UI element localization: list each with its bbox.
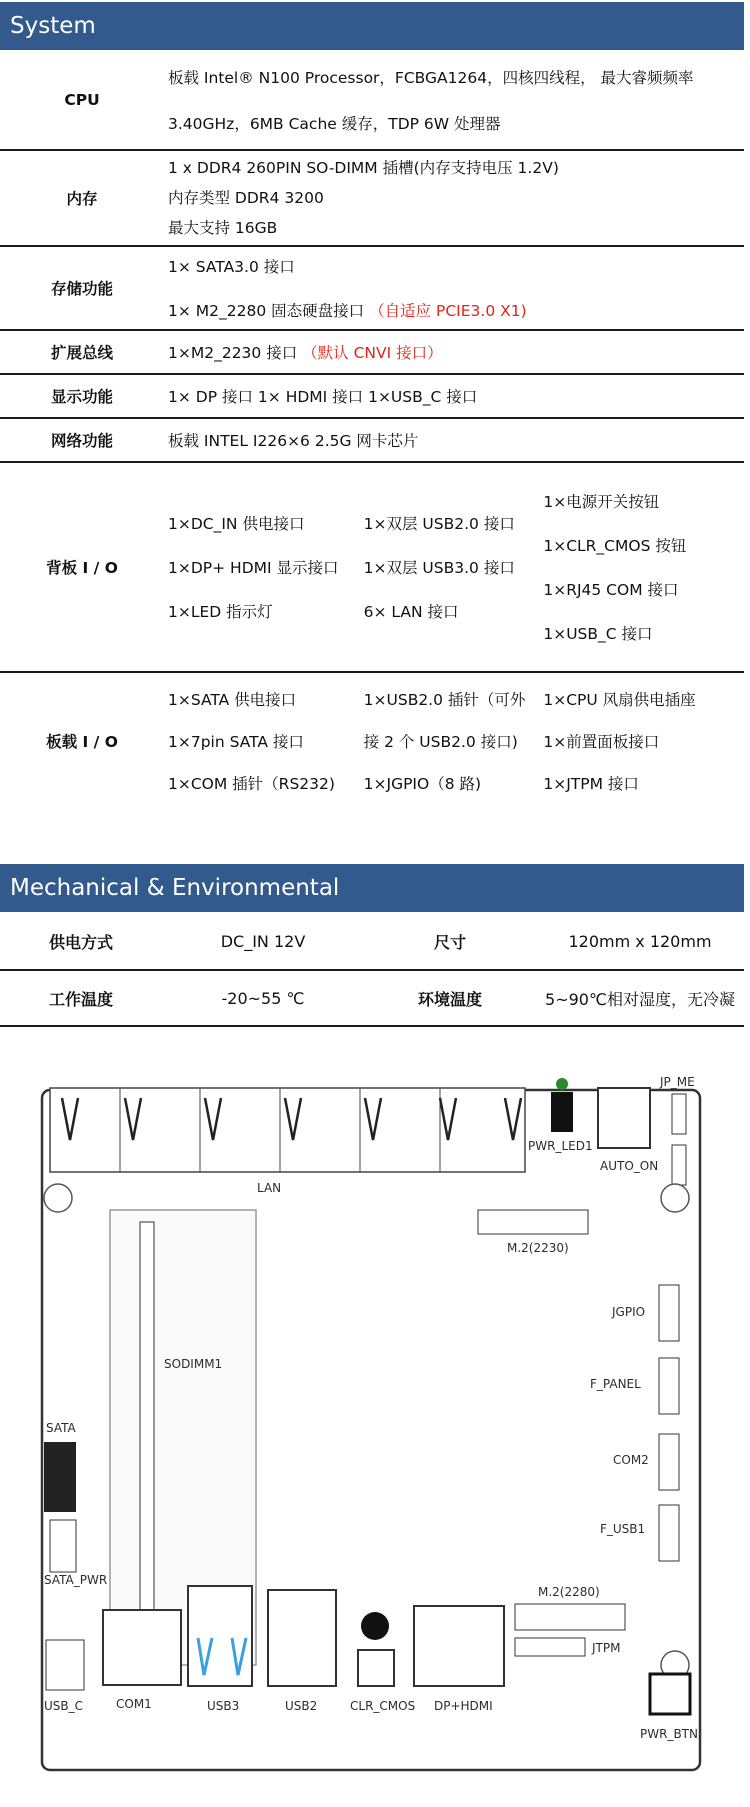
env-label: 环境温度 [417, 989, 482, 1009]
onboard-io-item: 1×7pin SATA 接口 [168, 732, 304, 751]
power-label: 供电方式 [48, 933, 113, 952]
memory-line-1: 1 x DDR4 260PIN SO-DIMM 插槽(内存支持电压 1.2V) [168, 159, 559, 177]
onboard-io-item: 1×CPU 风扇供电插座 [543, 690, 696, 709]
onboard-io-label: 板载 I / O [46, 732, 118, 751]
usb2-label: USB2 [285, 1699, 318, 1713]
rear-io-item: 1×LED 指示灯 [168, 603, 273, 621]
onboard-io-item: 1×USB2.0 插针（可外 [363, 690, 526, 709]
system-spec-table [0, 50, 744, 808]
pwr-btn [650, 1674, 690, 1714]
f-usb1-label: F_USB1 [600, 1522, 646, 1536]
usb2-port [268, 1590, 336, 1686]
dp-hdmi-label: DP+HDMI [434, 1699, 493, 1713]
memory-line-2: 内存类型 DDR4 3200 [168, 189, 324, 207]
jp-me-label: JP_ME [660, 1075, 695, 1089]
onboard-io-col-2 [364, 688, 544, 794]
spec-row-network [0, 418, 744, 462]
m2-2280-label: M.2(2280) [538, 1585, 600, 1599]
lan-ports [50, 1088, 525, 1172]
system-section-title: System [0, 2, 744, 50]
network-value: 板载 INTEL I226×6 2.5G 网卡芯片 [168, 432, 419, 450]
f-usb1-header [659, 1505, 679, 1561]
storage-line-2-note: （自适应 PCIE3.0 X1) [369, 302, 527, 320]
rear-io-col-1 [168, 490, 364, 644]
onboard-io-col-1 [168, 688, 364, 794]
sata-pwr-label: SATA_PWR [44, 1573, 108, 1587]
onboard-io-item: 接 2 个 USB2.0 接口) [363, 732, 518, 751]
jgpio-header [659, 1285, 679, 1341]
expansion-label: 扩展总线 [50, 344, 113, 362]
f-panel-label: F_PANEL [590, 1377, 641, 1391]
cpu-line-2: 3.40GHz，6MB Cache 缓存，TDP 6W 处理器 [168, 114, 501, 133]
m2-2280-slot [515, 1604, 625, 1630]
storage-line-1: 1× SATA3.0 接口 [168, 258, 295, 276]
com1-label: COM1 [116, 1697, 152, 1711]
memory-line-3: 最大支持 16GB [168, 219, 278, 237]
rear-io-item: 1×USB_C 接口 [543, 625, 653, 643]
lan-label: LAN [257, 1181, 282, 1195]
spec-row-expansion [0, 330, 744, 374]
storage-value [164, 246, 744, 330]
onboard-io-value [164, 672, 744, 808]
memory-label: 内存 [66, 190, 98, 208]
usb-c-label: USB_C [44, 1699, 84, 1713]
size-value: 120mm x 120mm [568, 932, 712, 951]
mechanical-table [0, 914, 744, 1027]
power-value: DC_IN 12V [220, 932, 306, 951]
onboard-io-item: 1×COM 插针（RS232) [168, 774, 335, 793]
display-value: 1× DP 接口 1× HDMI 接口 1×USB_C 接口 [168, 388, 478, 406]
spec-row-cpu [0, 50, 744, 150]
rear-io-item: 1×CLR_CMOS 按钮 [543, 537, 687, 555]
jgpio-label: JGPIO [612, 1305, 646, 1319]
size-label: 尺寸 [433, 933, 466, 952]
spec-row-memory [0, 150, 744, 246]
com2-header [659, 1434, 679, 1490]
storage-line-2 [168, 299, 743, 321]
mechanical-section-title: Mechanical & Environmental [0, 864, 744, 912]
jtpm-label: JTPM [592, 1641, 621, 1655]
cpu-line-1: 板载 Intel® N100 Processor，FCBGA1264，四核四线程， 最大睿频频率 [168, 68, 694, 87]
memory-value [164, 150, 744, 246]
com1-port [103, 1610, 181, 1685]
auto-on-header [672, 1145, 686, 1185]
buzzer-icon [361, 1612, 389, 1640]
rear-io-col-3 [543, 490, 743, 644]
onboard-io-item: 1×前置面板接口 [543, 732, 660, 751]
rear-io-label: 背板 I / O [46, 559, 118, 577]
jp-me-header [672, 1094, 686, 1134]
mount-hole-icon [44, 1184, 72, 1212]
pwr-btn-label: PWR_BTN [640, 1727, 698, 1741]
sodimm-socket [140, 1222, 154, 1652]
sata-label: SATA [46, 1421, 76, 1435]
board-layout-diagram [0, 1050, 750, 1807]
dc-in-jack [598, 1088, 650, 1148]
onboard-io-item: 1×JTPM 接口 [543, 774, 639, 793]
clr-cmos-label: CLR_CMOS [350, 1699, 416, 1713]
rear-io-item: 6× LAN 接口 [363, 603, 459, 621]
usb3-label: USB3 [207, 1699, 240, 1713]
m2-2230-slot [478, 1210, 588, 1234]
mech-row-2 [0, 970, 744, 1026]
mech-row-1 [0, 914, 744, 970]
spec-row-display [0, 374, 744, 418]
cpu-value [164, 50, 744, 150]
rear-io-item: 1×RJ45 COM 接口 [543, 581, 679, 599]
onboard-io-item: 1×JGPIO（8 路) [363, 774, 482, 793]
rear-io-item: 1×双层 USB3.0 接口 [363, 559, 515, 577]
rear-io-item: 1×电源开关按钮 [543, 493, 660, 511]
com2-label: COM2 [613, 1453, 649, 1467]
pwr-led-label: PWR_LED1 [528, 1139, 593, 1153]
temp-label: 工作温度 [48, 989, 113, 1009]
expansion-value [164, 330, 744, 374]
spec-row-onboard-io [0, 672, 744, 808]
mount-hole-icon [661, 1184, 689, 1212]
rear-io-grid [168, 490, 743, 644]
clr-cmos-button [358, 1650, 394, 1686]
spec-row-storage [0, 246, 744, 330]
storage-label: 存储功能 [50, 280, 113, 298]
cpu-label: CPU [64, 90, 100, 109]
onboard-io-item: 1×SATA 供电接口 [168, 690, 297, 709]
env-value: 5~90℃相对湿度，无冷凝 [545, 989, 735, 1009]
onboard-io-col-3 [543, 688, 743, 794]
sata-pwr-connector [50, 1520, 76, 1572]
spec-row-rear-io [0, 462, 744, 672]
rear-io-item: 1×双层 USB2.0 接口 [363, 515, 515, 533]
pwr-led-lamp [556, 1078, 568, 1090]
expansion-note: （默认 CNVI 接口） [302, 344, 443, 362]
pwr-led-component [551, 1092, 573, 1132]
m2-2230-label: M.2(2230) [507, 1241, 569, 1255]
rear-io-item: 1×DP+ HDMI 显示接口 [168, 559, 339, 577]
storage-line-2-text: 1× M2_2280 固态硬盘接口 [168, 302, 370, 320]
rear-io-item: 1×DC_IN 供电接口 [168, 515, 305, 533]
sata-connector [44, 1442, 76, 1512]
temp-value: -20~55 ℃ [221, 988, 305, 1008]
jtpm-header [515, 1638, 585, 1656]
sodimm-label: SODIMM1 [164, 1357, 223, 1371]
f-panel-header [659, 1358, 679, 1414]
usb3-port [188, 1586, 252, 1686]
usb-c-port [46, 1640, 84, 1690]
network-label: 网络功能 [50, 432, 113, 450]
rear-io-value [164, 462, 744, 672]
dp-hdmi-port [414, 1606, 504, 1686]
expansion-text: 1×M2_2230 接口 [168, 344, 303, 362]
onboard-io-grid [168, 688, 743, 794]
rear-io-col-2 [364, 490, 544, 644]
auto-on-label: AUTO_ON [600, 1159, 659, 1173]
display-label: 显示功能 [50, 388, 113, 406]
